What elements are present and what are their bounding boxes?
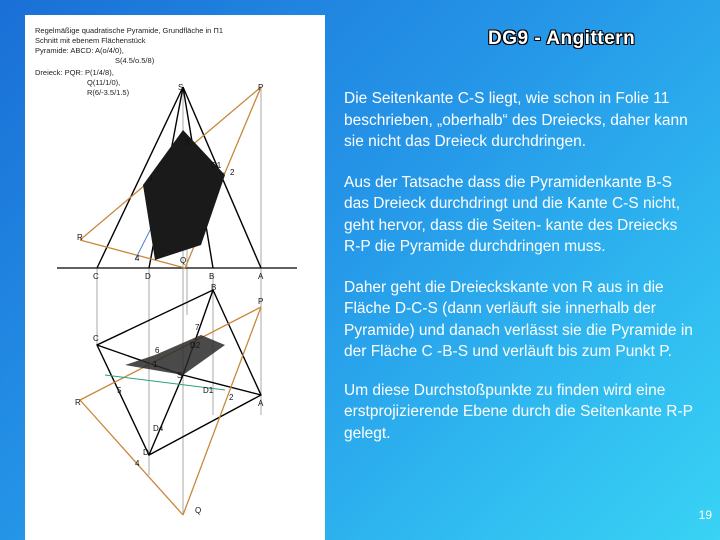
drawing-header-line: Dreieck: PQR: P(1/4/8), <box>35 68 114 77</box>
point-label: D2 <box>190 341 201 350</box>
paragraph: Daher geht die Dreieckskante von R aus in die Fläche D-C-S (dann verläuft sie innerhalb der Pyramide) und danach verlässt sie die Pyramide in der Fläche C -B-S und verläuft bis zum Punkt P. <box>344 278 693 360</box>
drawing-header-line: Q(11/1/0), <box>87 78 121 87</box>
point-label: 4 <box>135 254 140 263</box>
paragraph: Aus der Tatsache dass die Pyramidenkante B-S das Dreieck durchdringt und die Kante C-S nicht, geht hervor, dass die Seiten- kante des Dreiecks R-P die Pyramide durchdringen muss. <box>344 173 681 255</box>
point-label: 2 <box>229 393 234 402</box>
geometry-drawing <box>25 15 325 540</box>
drawing-header-line: R(6/-3.5/1.5) <box>87 88 130 97</box>
point-label: D1 <box>203 386 214 395</box>
point-label: S <box>177 371 183 380</box>
slide-body <box>344 88 694 444</box>
point-label: C <box>93 272 99 281</box>
point-label: R <box>77 233 83 242</box>
point-label: 4 <box>135 459 140 468</box>
point-label: 5 <box>117 386 122 395</box>
point-label: A <box>258 399 264 408</box>
drawing-header-line: Regelmäßige quadratische Pyramide, Grundfläche in Π1 <box>35 26 224 35</box>
point-label: 7 <box>195 323 200 332</box>
point-label: B <box>211 283 217 292</box>
paragraph: Die Seitenkante C-S liegt, wie schon in Folie 11 beschrieben, „oberhalb“ des Dreiecks, daher kann sie nicht das Dreieck durchdringen. <box>344 90 688 150</box>
point-label: P <box>258 83 264 92</box>
point-label: B <box>209 272 215 281</box>
point-label: Q <box>180 256 187 265</box>
point-label: 2 <box>230 168 235 177</box>
drawing-header-line: S(4.5/o.5/8) <box>115 56 155 65</box>
paragraph: Um diese Durchstoßpunkte zu finden wird eine erstprojizierende Ebene durch die Seitenkante R-P gelegt. <box>344 381 693 442</box>
point-label: D1 <box>211 161 222 170</box>
point-label: D4 <box>153 424 164 433</box>
point-label: C <box>93 334 99 343</box>
point-label: D <box>145 272 151 281</box>
point-label: D <box>143 448 149 457</box>
point-label: R <box>75 398 81 407</box>
point-label: Q <box>195 506 202 515</box>
point-label: 1 <box>153 360 158 369</box>
point-label: S <box>178 83 184 92</box>
slide-title: DG9 - Angittern <box>488 28 636 49</box>
point-label: P <box>258 297 264 306</box>
point-label: 6 <box>155 346 160 355</box>
point-label: 1 <box>149 174 154 183</box>
drawing-header-line: Pyramide: ABCD: A(o/4/0), <box>35 46 124 55</box>
drawing-header-line: Schnitt mit ebenem Flächenstück <box>35 36 146 45</box>
page-number: 19 <box>698 508 712 522</box>
point-label: A <box>258 272 264 281</box>
construction-figure <box>25 15 325 540</box>
point-label: 3 <box>185 138 190 147</box>
